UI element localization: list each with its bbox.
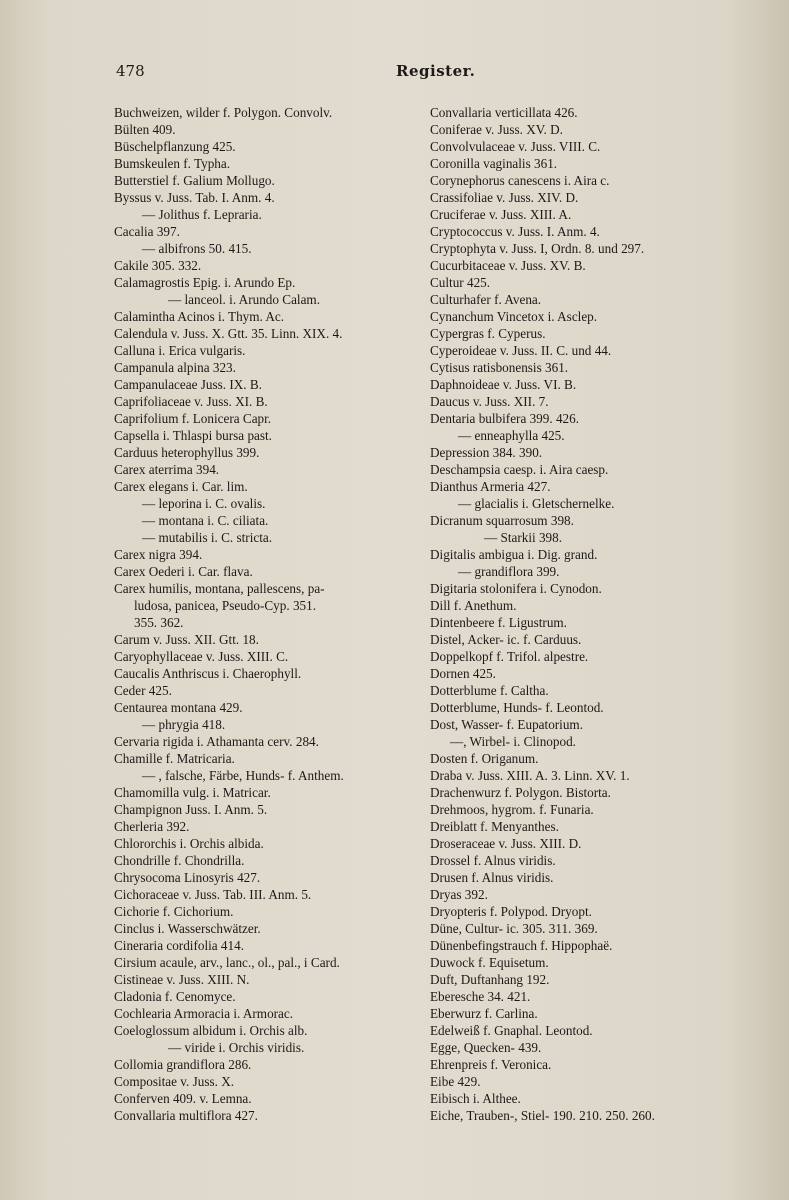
index-entry: Crassifoliae v. Juss. XIV. D. — [430, 190, 579, 205]
index-entry: Dentaria bulbifera 399. 426. — [430, 411, 580, 426]
index-entry: Distel, Acker- ic. f. Carduus. — [430, 632, 582, 647]
index-entry: Dünenbefingstrauch f. Hippophaë. — [430, 938, 613, 953]
index-entry: Dicranum squarrosum 398. — [430, 513, 574, 528]
index-entry: Convolvulaceae v. Juss. VIII. C. — [430, 139, 601, 154]
index-entry: Chlororchis i. Orchis albida. — [114, 836, 264, 851]
index-entry: Eibe 429. — [430, 1074, 481, 1089]
index-entry: Digitalis ambigua i. Dig. grand. — [430, 547, 598, 562]
index-entry: Coeloglossum albidum i. Orchis alb. — [114, 1023, 308, 1038]
index-entry: Caprifoliaceae v. Juss. XI. B. — [114, 394, 268, 409]
index-entry: Centaurea montana 429. — [114, 700, 243, 715]
index-entry: Bülten 409. — [114, 122, 176, 137]
index-entry: — grandiflora 399. — [458, 564, 560, 579]
index-entry: Compositae v. Juss. X. — [114, 1074, 235, 1089]
index-entry: Daucus v. Juss. XII. 7. — [430, 394, 549, 409]
page-number: 478 — [116, 62, 145, 80]
index-entry: Dreiblatt f. Menyanthes. — [430, 819, 559, 834]
index-entry: — , falsche, Färbe, Hunds- f. Anthem. — [142, 768, 344, 783]
index-entry: — enneaphylla 425. — [458, 428, 565, 443]
index-entry: Doppelkopf f. Trifol. alpestre. — [430, 649, 589, 664]
index-entry: Caryophyllaceae v. Juss. XIII. C. — [114, 649, 289, 664]
running-head: Register. — [396, 62, 476, 80]
index-entry: — albifrons 50. 415. — [142, 241, 252, 256]
index-entry: Eiche, Trauben-, Stiel- 190. 210. 250. 260. — [430, 1108, 655, 1123]
index-entry: ludosa, panicea, Pseudo-Cyp. 351. — [134, 598, 317, 613]
index-entry: Eberesche 34. 421. — [430, 989, 531, 1004]
index-entry: Dosten f. Origanum. — [430, 751, 539, 766]
index-entry: — phrygia 418. — [142, 717, 226, 732]
index-entry: Dost, Wasser- f. Eupatorium. — [430, 717, 583, 732]
index-entry: Draba v. Juss. XIII. A. 3. Linn. XV. 1. — [430, 768, 630, 783]
index-entry: Ehrenpreis f. Veronica. — [430, 1057, 552, 1072]
index-entry: Düne, Cultur- ic. 305. 311. 369. — [430, 921, 598, 936]
index-entry: Cineraria cordifolia 414. — [114, 938, 244, 953]
index-entry: Digitaria stolonifera i. Cynodon. — [430, 581, 602, 596]
index-entry: —, Wirbel- i. Clinopod. — [450, 734, 576, 749]
index-entry: Daphnoideae v. Juss. VI. B. — [430, 377, 577, 392]
index-column-right — [430, 104, 730, 1124]
index-entry: Dryopteris f. Polypod. Dryopt. — [430, 904, 592, 919]
index-entry: Champignon Juss. I. Anm. 5. — [114, 802, 268, 817]
index-entry: Cyperoideae v. Juss. II. C. und 44. — [430, 343, 612, 358]
index-entry: Drossel f. Alnus viridis. — [430, 853, 556, 868]
index-entry: — glacialis i. Gletschernelke. — [458, 496, 615, 511]
index-entry: Cultur 425. — [430, 275, 491, 290]
index-entry: Carex humilis, montana, pallescens, pa- — [114, 581, 325, 596]
index-entry: Cryptococcus v. Juss. I. Anm. 4. — [430, 224, 600, 239]
index-entry: Carex aterrima 394. — [114, 462, 220, 477]
index-entry: Cervaria rigida i. Athamanta cerv. 284. — [114, 734, 319, 749]
index-entry: Cistineae v. Juss. XIII. N. — [114, 972, 250, 987]
index-entry: — lanceol. i. Arundo Calam. — [168, 292, 320, 307]
index-entry: Capsella i. Thlaspi bursa past. — [114, 428, 272, 443]
index-entry: Carex elegans i. Car. lim. — [114, 479, 248, 494]
index-entry: Chamomilla vulg. i. Matricar. — [114, 785, 271, 800]
index-entry: Cichorie f. Cichorium. — [114, 904, 234, 919]
index-entry: Droseraceae v. Juss. XIII. D. — [430, 836, 582, 851]
index-entry: Dotterblume, Hunds- f. Leontod. — [430, 700, 604, 715]
index-entry: Cladonia f. Cenomyce. — [114, 989, 236, 1004]
index-entry: Ceder 425. — [114, 683, 172, 698]
index-entry: Drusen f. Alnus viridis. — [430, 870, 554, 885]
index-entry: Cacalia 397. — [114, 224, 180, 239]
index-entry: 355. 362. — [134, 615, 184, 630]
index-entry: Collomia grandiflora 286. — [114, 1057, 252, 1072]
index-entry: Cinclus i. Wasserschwätzer. — [114, 921, 261, 936]
index-entry: Calendula v. Juss. X. Gtt. 35. Linn. XIX. 4. — [114, 326, 343, 341]
index-entry: Campanula alpina 323. — [114, 360, 236, 375]
index-entry: Chondrille f. Chondrilla. — [114, 853, 245, 868]
index-entry: Convallaria multiflora 427. — [114, 1108, 258, 1123]
index-entry: Byssus v. Juss. Tab. I. Anm. 4. — [114, 190, 275, 205]
index-entry: Caprifolium f. Lonicera Capr. — [114, 411, 272, 426]
index-entry: Carex nigra 394. — [114, 547, 203, 562]
index-entry: Convallaria verticillata 426. — [430, 105, 578, 120]
index-entry: Corynephorus canescens i. Aira c. — [430, 173, 610, 188]
index-entry: — leporina i. C. ovalis. — [142, 496, 266, 511]
index-entry: Cochlearia Armoracia i. Armorac. — [114, 1006, 294, 1021]
index-entry: — mutabilis i. C. stricta. — [142, 530, 273, 545]
index-entry: — Jolithus f. Lepraria. — [142, 207, 262, 222]
index-entry: Cypergras f. Cyperus. — [430, 326, 546, 341]
index-entry: Cryptophyta v. Juss. I, Ordn. 8. und 297. — [430, 241, 645, 256]
index-entry: Carduus heterophyllus 399. — [114, 445, 260, 460]
index-entry: Eibisch i. Althee. — [430, 1091, 521, 1106]
index-entry: Eberwurz f. Carlina. — [430, 1006, 538, 1021]
index-entry: Carex Oederi i. Car. flava. — [114, 564, 253, 579]
index-entry: Deschampsia caesp. i. Aira caesp. — [430, 462, 609, 477]
index-entry: Cytisus ratisbonensis 361. — [430, 360, 569, 375]
index-entry: — montana i. C. ciliata. — [142, 513, 269, 528]
index-entry: Dianthus Armeria 427. — [430, 479, 551, 494]
index-entry: Cirsium acaule, arv., lanc., ol., pal., i Card. — [114, 955, 340, 970]
index-column-left — [114, 104, 419, 1124]
index-entry: Dryas 392. — [430, 887, 488, 902]
index-entry: Edelweiß f. Gnaphal. Leontod. — [430, 1023, 593, 1038]
index-entry: Drachenwurz f. Polygon. Bistorta. — [430, 785, 611, 800]
index-entry: Campanulaceae Juss. IX. B. — [114, 377, 262, 392]
index-entry: Drehmoos, hygrom. f. Funaria. — [430, 802, 594, 817]
index-entry: Dotterblume f. Caltha. — [430, 683, 549, 698]
index-entry: Carum v. Juss. XII. Gtt. 18. — [114, 632, 259, 647]
index-entry: Calamintha Acinos i. Thym. Ac. — [114, 309, 285, 324]
index-entry: Chamille f. Matricaria. — [114, 751, 235, 766]
index-entry: Coniferae v. Juss. XV. D. — [430, 122, 563, 137]
index-entry: Cichoraceae v. Juss. Tab. III. Anm. 5. — [114, 887, 312, 902]
index-entry: Cruciferae v. Juss. XIII. A. — [430, 207, 572, 222]
index-entry: — Starkii 398. — [484, 530, 563, 545]
index-entry: Cucurbitaceae v. Juss. XV. B. — [430, 258, 586, 273]
index-entry: Dill f. Anethum. — [430, 598, 517, 613]
index-entry: Conferven 409. v. Lemna. — [114, 1091, 252, 1106]
index-entry: Duft, Duftanhang 192. — [430, 972, 550, 987]
index-entry: — viride i. Orchis viridis. — [168, 1040, 305, 1055]
index-entry: Dornen 425. — [430, 666, 496, 681]
index-entry: Depression 384. 390. — [430, 445, 543, 460]
index-entry: Dintenbeere f. Ligustrum. — [430, 615, 567, 630]
index-entry: Caucalis Anthriscus i. Chaerophyll. — [114, 666, 302, 681]
index-entry: Duwock f. Equisetum. — [430, 955, 549, 970]
index-entry: Egge, Quecken- 439. — [430, 1040, 542, 1055]
index-entry: Butterstiel f. Galium Mollugo. — [114, 173, 275, 188]
index-entry: Coronilla vaginalis 361. — [430, 156, 558, 171]
index-entry: Culturhafer f. Avena. — [430, 292, 542, 307]
index-entry: Calamagrostis Epig. i. Arundo Ep. — [114, 275, 296, 290]
index-entry: Büschelpflanzung 425. — [114, 139, 236, 154]
index-entry: Cynanchum Vincetox i. Asclep. — [430, 309, 598, 324]
index-entry: Buchweizen, wilder f. Polygon. Convolv. — [114, 105, 333, 120]
index-entry: Chrysocoma Linosyris 427. — [114, 870, 261, 885]
page-header — [116, 62, 723, 84]
index-entry: Cakile 305. 332. — [114, 258, 202, 273]
index-entry: Bumskeulen f. Typha. — [114, 156, 231, 171]
index-entry: Cherleria 392. — [114, 819, 190, 834]
index-entry: Calluna i. Erica vulgaris. — [114, 343, 246, 358]
